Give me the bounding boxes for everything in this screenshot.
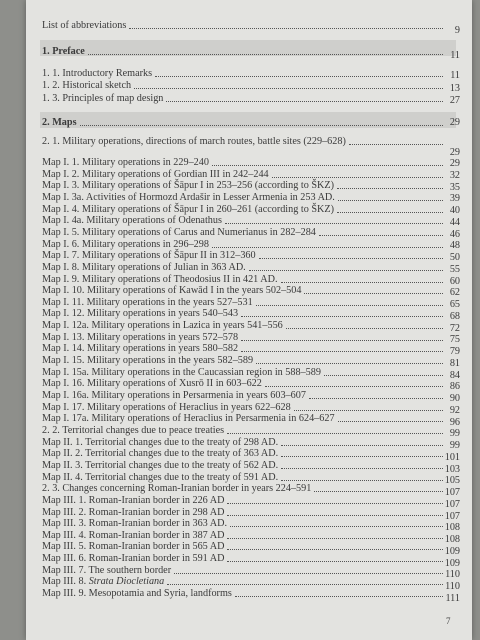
toc-page-number: 50: [449, 252, 460, 263]
toc-page-number: 9: [454, 25, 460, 36]
toc-page-number: 111: [445, 592, 460, 604]
toc-map-entry: Map I. 15. Military operations in the years 582–589: [42, 355, 446, 366]
toc-map-entry: Map I. 16a. Military operations in Persarmenia in years 603–607: [42, 390, 446, 401]
toc-map-entry: Map II. 4. Territorial changes due to the treaty of 591 AD.: [42, 472, 446, 483]
toc-page-number: 79: [449, 346, 460, 357]
toc-page-number: 68: [449, 310, 460, 322]
toc-chapter: 1. Preface: [42, 46, 446, 57]
toc-map-entry: Map III. 2. Roman-Iranian border in 298 AD: [42, 507, 446, 518]
toc-map-entry: Map III. 3. Roman-Iranian border in 363 AD.: [42, 518, 446, 529]
toc-page-number: 81: [449, 357, 460, 369]
toc-chapter: 2. Maps: [42, 117, 446, 128]
toc-map-entry: Map I. 11. Military operations in the years 527–531: [42, 297, 446, 308]
toc-section: 2. 2. Territorial changes due to peace treaties: [42, 425, 446, 436]
toc-page-number: 44: [449, 216, 460, 228]
toc-map-entry: Map I. 9. Military operations of Theodosius II in 421 AD.: [42, 274, 446, 285]
toc-page-number: 32: [449, 169, 460, 181]
toc-map-entry: Map I. 5. Military operations of Carus and Numerianus in 282–284: [42, 227, 446, 238]
toc-map-entry: Map II. 1. Territorial changes due to the treaty of 298 AD.: [42, 437, 446, 448]
toc-page-number: 11: [450, 50, 460, 61]
toc-map-entry: Map I. 15a. Military operations in the Caucassian region in 588–589: [42, 367, 446, 378]
toc-page-number: 99: [449, 440, 460, 451]
toc-page-number: 11: [450, 70, 460, 81]
toc-map-entry: Map I. 3. Military operations of Šāpur I in 253–256 (according to ŠKZ): [42, 180, 446, 191]
toc-page-number: 39: [449, 193, 460, 205]
toc-map-entry: Map I. 7. Military operations of Šāpur II in 312–360: [42, 250, 446, 261]
book-page: [26, 0, 472, 640]
toc-map-entry: Map I. 17. Military operations of Heraclius in years 622–628: [42, 402, 446, 413]
toc-map-entry: Map I. 14. Military operations in years 580–582: [42, 343, 446, 354]
toc-map-entry: Map I. 6. Military operations in 296–298: [42, 239, 446, 250]
toc-map-entry: Map II. 3. Territorial changes due to the treaty of 562 AD.: [42, 460, 446, 471]
toc-map-entry: Map I. 12a. Military operations in Lazica in years 541–556: [42, 320, 446, 331]
toc-entry: 1. 2. Historical sketch: [42, 80, 446, 91]
toc-map-entry: Map III. 6. Roman-Iranian border in 591 AD: [42, 553, 446, 564]
toc-map-entry: Map I. 1. Military operations in 229–240: [42, 157, 446, 168]
toc-page-number: 105: [444, 475, 460, 487]
toc-page-number: 109: [444, 545, 460, 557]
toc-page-number: 13: [449, 83, 460, 94]
toc-map-entry: Map I. 3a. Activities of Hormozd Ardašir in Lesser Armenia in 253 AD.: [42, 192, 446, 203]
toc-page-number: 55: [449, 263, 460, 275]
toc-page-number: 75: [449, 334, 460, 346]
toc-section: 2. 1. Military operations, directions of march routes, battle sites (229–628): [42, 136, 446, 147]
toc-page-number: 107: [444, 498, 460, 510]
toc-map-entry: Map I. 4. Military operations of Šāpur I in 260–261 (according to ŠKZ): [42, 204, 446, 215]
toc-map-entry: Map I. 10. Military operations of Kawād I in the years 502–504: [42, 285, 446, 296]
toc-map-entry: Map III. 5. Roman-Iranian border in 565 AD: [42, 541, 446, 552]
toc-page-number: 107: [444, 510, 460, 522]
toc-map-entry: Map I. 12. Military operations in years 540–543: [42, 308, 446, 319]
toc-page-number: 84: [449, 369, 460, 381]
toc-section: 2. 3. Changes concerning Roman-Iranian border in years 224–591: [42, 483, 446, 494]
toc-page-number: 108: [444, 534, 460, 545]
toc-page-number: 110: [445, 581, 460, 592]
toc-map-entry: Map I. 16. Military operations of Xusrō II in 603–622: [42, 378, 446, 389]
toc-page-number: 101: [444, 451, 460, 463]
toc-page-number: 109: [444, 557, 460, 569]
toc-map-entry: Map II. 2. Territorial changes due to the treaty of 363 AD.: [42, 448, 446, 459]
toc-page-number: 65: [449, 299, 460, 310]
toc-page-number: 40: [449, 205, 460, 216]
toc-page-number: 72: [449, 322, 460, 334]
toc-page-number: 96: [449, 416, 460, 428]
toc-page-number: 110: [445, 569, 460, 581]
toc-map-entry: Map I. 17a. Military operations of Heraclius in Persarmenia in 624–627: [42, 413, 446, 424]
toc-page-number: 103: [444, 463, 460, 475]
toc-page-number: 107: [444, 487, 460, 498]
toc-page-number: 108: [444, 522, 460, 534]
toc-map-entry: Map III. 4. Roman-Iranian border in 387 AD: [42, 530, 446, 541]
toc-page-number: 90: [449, 393, 460, 404]
toc-map-entry: Map III. 1. Roman-Iranian border in 226 AD: [42, 495, 446, 506]
toc-map-entry: Map I. 4a. Military operations of Odenathus: [42, 215, 446, 226]
toc-map-entry: Map I. 2. Military operations of Gordian III in 242–244: [42, 169, 446, 180]
toc-entry: 1. 1. Introductory Remarks: [42, 68, 446, 79]
page-number: 7: [446, 616, 451, 626]
toc-map-entry: Map I. 8. Military operations of Julian in 363 AD.: [42, 262, 446, 273]
toc-page-number: 86: [449, 381, 460, 393]
toc-page-number: 29: [449, 147, 460, 158]
toc-page-number: 27: [449, 95, 460, 106]
toc-map-entry: Map III. 9. Mesopotamia and Syria, landforms: [42, 588, 446, 599]
toc-page-number: 99: [449, 428, 460, 440]
toc-map-entry: Map III. 8. Strata Diocletiana: [42, 576, 446, 587]
toc-page-number: 35: [449, 181, 460, 193]
toc-page-number: 92: [449, 404, 460, 416]
toc-page-number: 60: [449, 275, 460, 287]
toc-page-number: 48: [449, 240, 460, 252]
toc-map-entry: Map III. 7. The southern border: [42, 565, 446, 576]
toc-page-number: 62: [449, 287, 460, 299]
toc-page-number: 29: [449, 117, 460, 128]
toc-page-number: 29: [449, 158, 460, 169]
toc-entry: List of abbreviations: [42, 20, 446, 31]
toc-map-entry: Map I. 13. Military operations in years 572–578: [42, 332, 446, 343]
toc-entry: 1. 3. Principles of map design: [42, 93, 446, 104]
toc-page-number: 46: [449, 228, 460, 240]
